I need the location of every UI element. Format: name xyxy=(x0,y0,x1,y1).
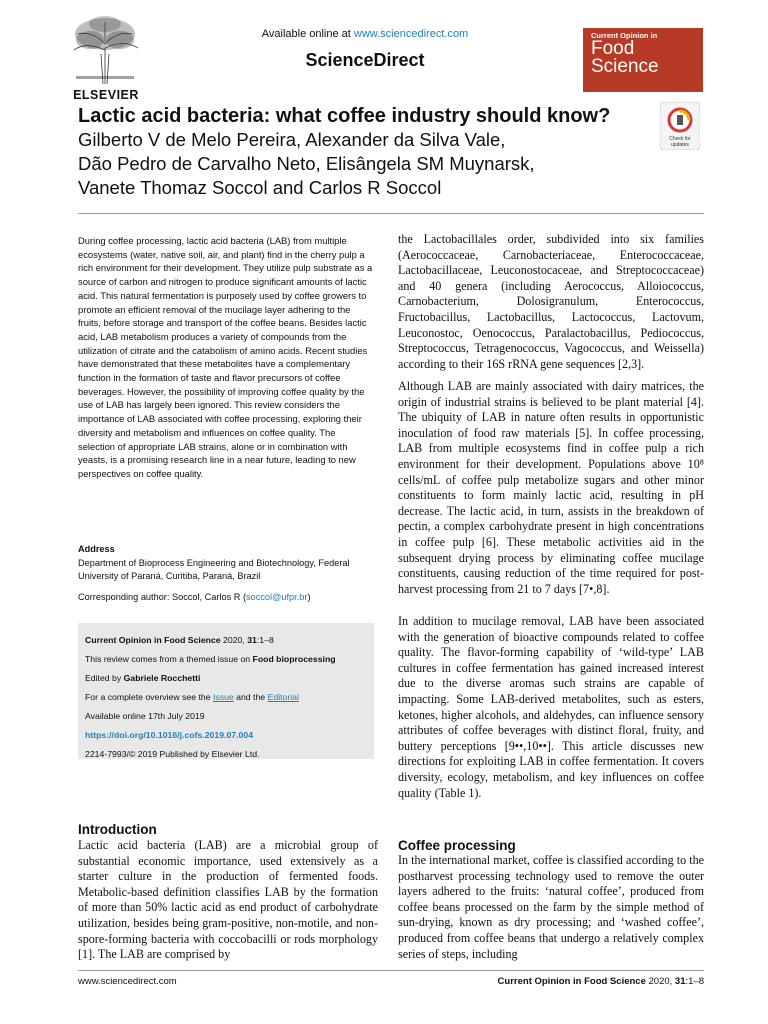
abstract-text: During coffee processing, lactic acid bacteria (LAB) from multiple ecosystems (water, native soil, air, and plant) find in the cherry pulp a rich environment for their development. They utilize pulp substrate as a source of carbon and nitrogen to produce significant amounts of lactic acid. This natural fermentation is purposely used by coffee growers to promote an efficient removal of the mucilage layer adhering to the fruits, before storage and transport of the coffee beans. Besides lactic acid, LAB metabolism produces a variety of compounds from the utilization of citrate and the catabolism of amino acids. Recent studies have demonstrated that these metabolites have a complementary function in the formation of taste and flavor precursors of coffee beverages. However, the possibility of improving coffee quality by the use of LAB has largely been ignored. This review considers the importance of LAB associated with coffee processing, exploring their diversity and metabolism and influences on coffee quality. The selection of appropriate LAB strains, alone or in combination with yeasts, is a promising research line in a near future, leading to new perspectives on coffee quality. xyxy=(78,235,373,479)
body-paragraph-1: the Lactobacillales order, subdivided into six families (Aerococcaceae, Carnobacteriaceae, Enterococcaceae, Lactobacillaceae, Leuconostocaceae, and Streptococcaceae) and 40 genera (including Aerococcus, Alloiococcus, Carnobacterium, Dolosigranulum, Enterococcus, Fructobacillus, Lactobacillus, Lactococcus, Lactovum, Leuconostoc, Oenococcus, Paralactobacillus, Pediococcus, Streptococcus, Tetragenococcus, Vagococcus, and Weissella) according to their 16S rRNA gene sequences [2,3]. xyxy=(398,232,704,371)
sciencedirect-brand: ScienceDirect xyxy=(305,50,425,70)
author-line-3: Vanete Thomaz Soccol and Carlos R Soccol xyxy=(78,177,442,198)
info-editor-prefix: Edited by xyxy=(85,673,124,683)
body-paragraph-3: In addition to mucilage removal, LAB have been associated with the generation of bioactive compounds related to coffee quality. The flavor-forming capability of ‘wild-type’ LAB cultures in coffee fermentation has gained increased interest due to the diverse aromas such strains are capable of impacting. Some LAB-derived metabolites, such as esters, ketones, higher alcohols, and aldehydes, can influence sensory attributes of coffee beverages with distinct floral, fruity, and buttery perceptions [9••,10••]. This article discusses new directions for exploiting LAB in coffee fermentation. It covers diversity, ecology, metabolism, and key influences on coffee quality (Table 1). xyxy=(398,614,704,800)
info-theme-name: Food bioprocessing xyxy=(252,654,336,664)
footer-pages: :1–8 xyxy=(685,976,704,987)
available-prefix: Available online at xyxy=(261,28,354,40)
corresponding-email-link[interactable]: soccol@ufpr.br xyxy=(246,592,308,602)
corresponding-suffix: ) xyxy=(307,592,311,602)
info-theme xyxy=(85,650,367,669)
svg-text:Check for: Check for xyxy=(669,136,691,142)
svg-text:updates: updates xyxy=(671,142,689,148)
sciencedirect-link[interactable]: www.sciencedirect.com xyxy=(353,28,469,40)
publisher-name: ELSEVIER xyxy=(73,88,139,102)
info-journal: Current Opinion in Food Science xyxy=(85,635,221,645)
info-year: 2020, xyxy=(220,635,248,645)
corresponding-prefix: Corresponding author: Soccol, Carlos R ( xyxy=(78,592,247,602)
available-online-line xyxy=(200,28,530,40)
header-divider xyxy=(78,213,704,214)
footer-journal: Current Opinion in Food Science xyxy=(497,976,646,987)
journal-badge-science: Science xyxy=(591,56,659,77)
footer-volume: 31 xyxy=(674,976,686,987)
body-paragraph-2: Although LAB are mainly associated with dairy matrices, the origin of industrial strains is believed to be plant material [4]. The ubiquity of LAB in nature often results in opportunistic inoculation of food raw materials [5]. In coffee processing, LAB from multiple ecosystems find in coffee pulp a rich environment for their development. Populations above 10⁸ cells/mL of coffee pulp metabolize sugars and other minor constituents to form mainly lactic acid, resulting in pH decrease. The lactic acid, in turn, assists in the breakdown of pectin, a complex carbohydrate present in high concentrations in coffee pulp [6]. These metabolic activities aid in the subsequent drying process by eliminating coffee mucilage constituents, causing reduction of the time required for post-harvest processing from 21 to 7 days [7•,8]. xyxy=(398,379,704,596)
journal-badge-food: Food xyxy=(591,38,635,59)
info-editor-name: Gabriele Rocchetti xyxy=(123,673,201,683)
article-info-box xyxy=(78,623,374,759)
footer-citation xyxy=(420,976,704,987)
address-label: Address xyxy=(78,544,115,554)
info-overview-and: and the xyxy=(233,692,268,702)
info-editorial-link[interactable]: Editorial xyxy=(267,692,299,702)
footer-website[interactable]: www.sciencedirect.com xyxy=(78,976,177,987)
info-theme-prefix: This review comes from a themed issue on xyxy=(85,654,253,664)
info-available: Available online 17th July 2019 xyxy=(85,711,205,721)
info-editor xyxy=(85,669,367,688)
footer-year: 2020, xyxy=(645,976,675,987)
journal-badge xyxy=(583,28,703,92)
article-title: Lactic acid bacteria: what coffee industry should know? xyxy=(78,105,611,127)
info-issue-link[interactable]: Issue xyxy=(212,692,234,702)
info-pages: :1–8 xyxy=(256,635,274,645)
introduction-heading: Introduction xyxy=(78,822,157,837)
check-for-updates-icon[interactable] xyxy=(660,102,700,150)
elsevier-tree-logo xyxy=(66,14,144,98)
info-citation xyxy=(85,631,367,650)
info-overview xyxy=(85,688,367,707)
corresponding-author xyxy=(78,592,374,602)
author-line-1: Gilberto V de Melo Pereira, Alexander da Silva Vale, xyxy=(78,129,506,150)
introduction-body: Lactic acid bacteria (LAB) are a microbial group of substantial economic importance, used extensively as a starter culture in the production of fermented foods. Metabolic-based definition classifies LAB by the formation of more than 50% lactic acid as end product of carbohydrate utilization, besides being gram-positive, non-motile, and non-spore-forming bacteria with coccobacilli or rods morphology [1]. The LAB are comprised by xyxy=(78,838,378,962)
info-volume: 31 xyxy=(247,635,257,645)
author-line-2: Dão Pedro de Carvalho Neto, Elisângela SM Muynarsk, xyxy=(78,153,535,174)
info-copyright: 2214-7993/© 2019 Published by Elsevier Ltd. xyxy=(85,749,260,759)
info-doi xyxy=(85,726,367,745)
address-text: Department of Bioprocess Engineering and Biotechnology, Federal University of Paraná, Curitiba, Paraná, Brazil xyxy=(78,558,350,581)
journal-badge-small: Current Opinion in xyxy=(591,31,658,40)
info-doi-link[interactable]: https://doi.org/10.1016/j.cofs.2019.07.004 xyxy=(85,730,254,740)
coffee-processing-heading: Coffee processing xyxy=(398,838,516,853)
footer-divider xyxy=(78,970,704,971)
body-paragraph-4: In the international market, coffee is classified according to the postharvest processing technology used to remove the outer layers adhered to the fruits: ‘natural coffee’, produced from coffee beans processed on the farm by the simple method of sun-drying, known as dry processing; and ‘washed coffee’, produced from coffee beans that undergo a relatively complex series of steps, including xyxy=(398,853,704,961)
info-overview-prefix: For a complete overview see the xyxy=(85,692,213,702)
